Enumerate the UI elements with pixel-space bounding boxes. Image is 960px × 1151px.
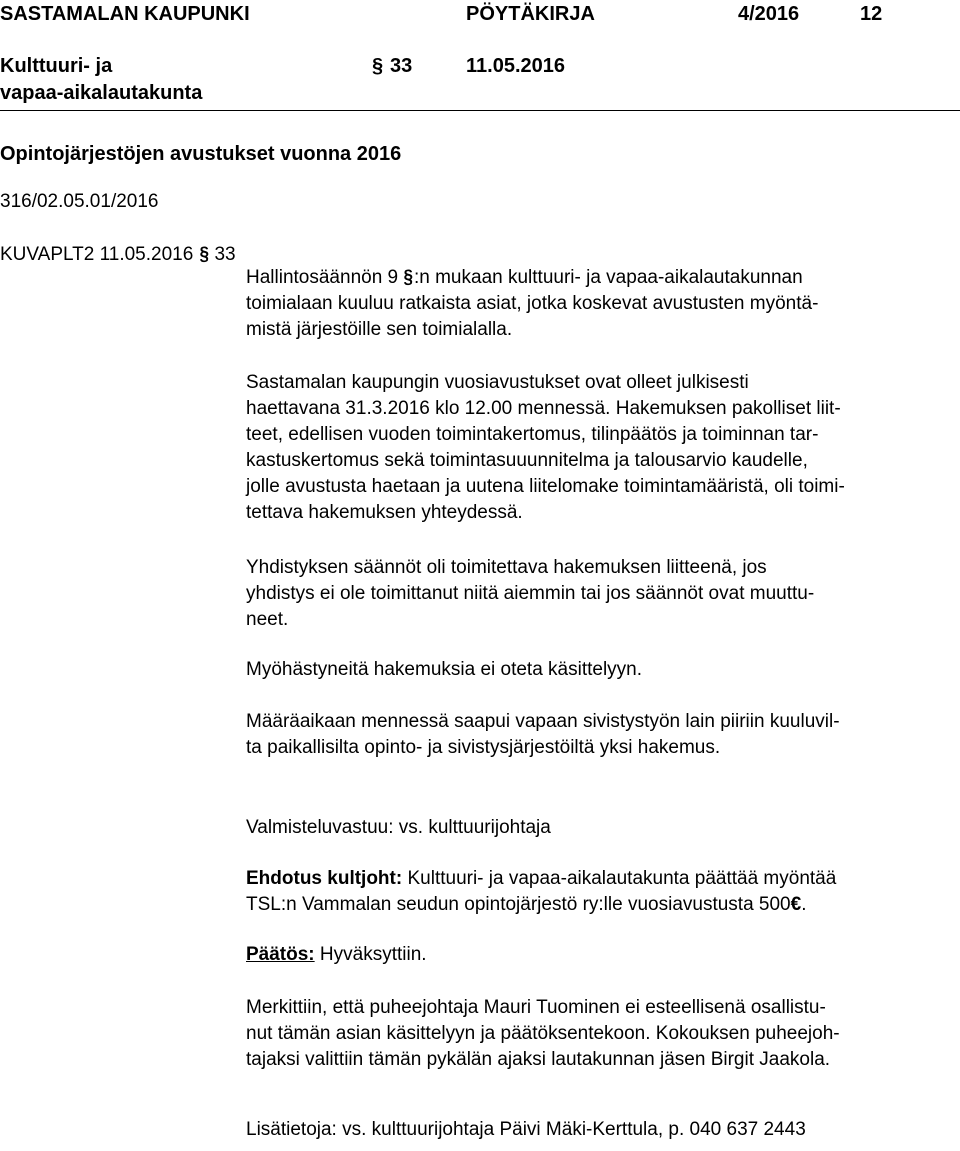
text-fragment: Hallintosäännön 9 (246, 267, 399, 288)
paragraph-line: neet. (246, 609, 289, 630)
paragraph-line: Määräaikaan mennessä saapui vapaan sivistystyön lain piiriin kuuluvil- (246, 711, 840, 732)
reference-number: 316/02.05.01/2016 (0, 191, 159, 212)
previous-handling-prefix: KUVAPLT2 11.05.2016 (0, 244, 194, 265)
meeting-date: 11.05.2016 (466, 55, 565, 77)
paragraph-line: tettava hakemuksen yhteydessä. (246, 502, 523, 523)
item-title: Opintojärjestöjen avustukset vuonna 2016 (0, 143, 402, 165)
paragraph-line: Yhdistyksen säännöt oli toimitettava hakemuksen liitteenä, jos (246, 557, 767, 578)
proposal-end: . (801, 894, 807, 915)
paragraph-line: Myöhästyneitä hakemuksia ei oteta käsittelyyn. (246, 659, 643, 680)
proposal-label: Ehdotus kultjoht: (246, 868, 403, 889)
paragraph-application-period (246, 370, 845, 526)
paragraph-line: nut tämän asian käsittelyyn ja päätöksentekoon. Kokouksen puheejoh- (246, 1023, 840, 1044)
previous-handling-number: 33 (214, 244, 236, 265)
currency-symbol: € (790, 894, 802, 915)
decision-line (246, 942, 427, 968)
paragraph-line: teet, edellisen vuoden toimintakertomus, tilinpäätös ja toiminnan tar- (246, 424, 819, 445)
proposal-text: Kulttuuri- ja vapaa-aikalautakunta päättää myöntää (402, 868, 837, 889)
paragraph-line: Merkittiin, että puheejohtaja Mauri Tuominen ei esteellisenä osallistu- (246, 997, 826, 1018)
doc-type: PÖYTÄKIRJA (466, 3, 595, 25)
text-fragment: :n mukaan kulttuuri- ja vapaa-aikalautakunnan (413, 267, 803, 288)
paragraph-line: mistä järjestöille sen toimialalla. (246, 319, 513, 340)
paragraph-line: ta paikallisilta opinto- ja sivistysjärjestöiltä yksi hakemus. (246, 737, 721, 758)
board-name-line2: vapaa-aikalautakunta (0, 82, 203, 104)
paragraph-received (246, 709, 840, 761)
decision-text: Hyväksyttiin. (314, 944, 427, 965)
paragraph-line: haettavana 31.3.2016 klo 12.00 mennessä. Hakemuksen pakolliset liit- (246, 398, 841, 419)
paragraph-recusal (246, 995, 840, 1073)
section-symbol: § (372, 55, 384, 77)
proposal-line (246, 892, 836, 918)
section-symbol-inline: § (403, 267, 414, 288)
contact-info-text: Lisätietoja: vs. kulttuurijohtaja Päivi Mäki-Kerttula, p. 040 637 2443 (246, 1119, 806, 1140)
paragraph-line: toimialaan kuuluu ratkaista asiat, jotka koskevat avustusten myöntä- (246, 293, 819, 314)
contact-info (246, 1117, 806, 1143)
proposal-text: TSL:n Vammalan seudun opintojärjestö ry:lle vuosiavustusta 500 (246, 894, 791, 915)
page-number: 12 (860, 3, 883, 25)
proposal (246, 866, 836, 918)
decision-label: Päätös: (246, 944, 315, 965)
paragraph-line: yhdistys ei ole toimittanut niitä aiemmin tai jos säännöt ovat muuttu- (246, 583, 815, 604)
preparer-line (246, 815, 551, 841)
previous-handling-symbol: § (199, 244, 209, 265)
paragraph-rules (246, 555, 814, 633)
section-number: 33 (390, 55, 413, 77)
org-name: SASTAMALAN KAUPUNKI (0, 3, 250, 25)
paragraph-line: Sastamalan kaupungin vuosiavustukset ovat olleet julkisesti (246, 372, 749, 393)
board-name-line1: Kulttuuri- ja (0, 55, 113, 77)
paragraph-authority (246, 265, 818, 343)
proposal-line (246, 866, 836, 892)
header-divider (0, 110, 960, 111)
paragraph-line: kastuskertomus sekä toimintasuuunnitelma ja talousarvio kaudelle, (246, 450, 808, 471)
paragraph-line (246, 265, 818, 291)
decision (246, 942, 427, 968)
paragraph-line: tajaksi valittiin tämän pykälän ajaksi lautakunnan jäsen Birgit Jaakola. (246, 1049, 831, 1070)
doc-number: 4/2016 (738, 3, 800, 25)
previous-handling (0, 244, 236, 266)
paragraph-line: jolle avustusta haetaan ja uutena liitelomake toimintamääristä, oli toimi- (246, 476, 845, 497)
paragraph-late-applications (246, 657, 642, 683)
preparer-text: Valmisteluvastuu: vs. kulttuurijohtaja (246, 817, 551, 838)
